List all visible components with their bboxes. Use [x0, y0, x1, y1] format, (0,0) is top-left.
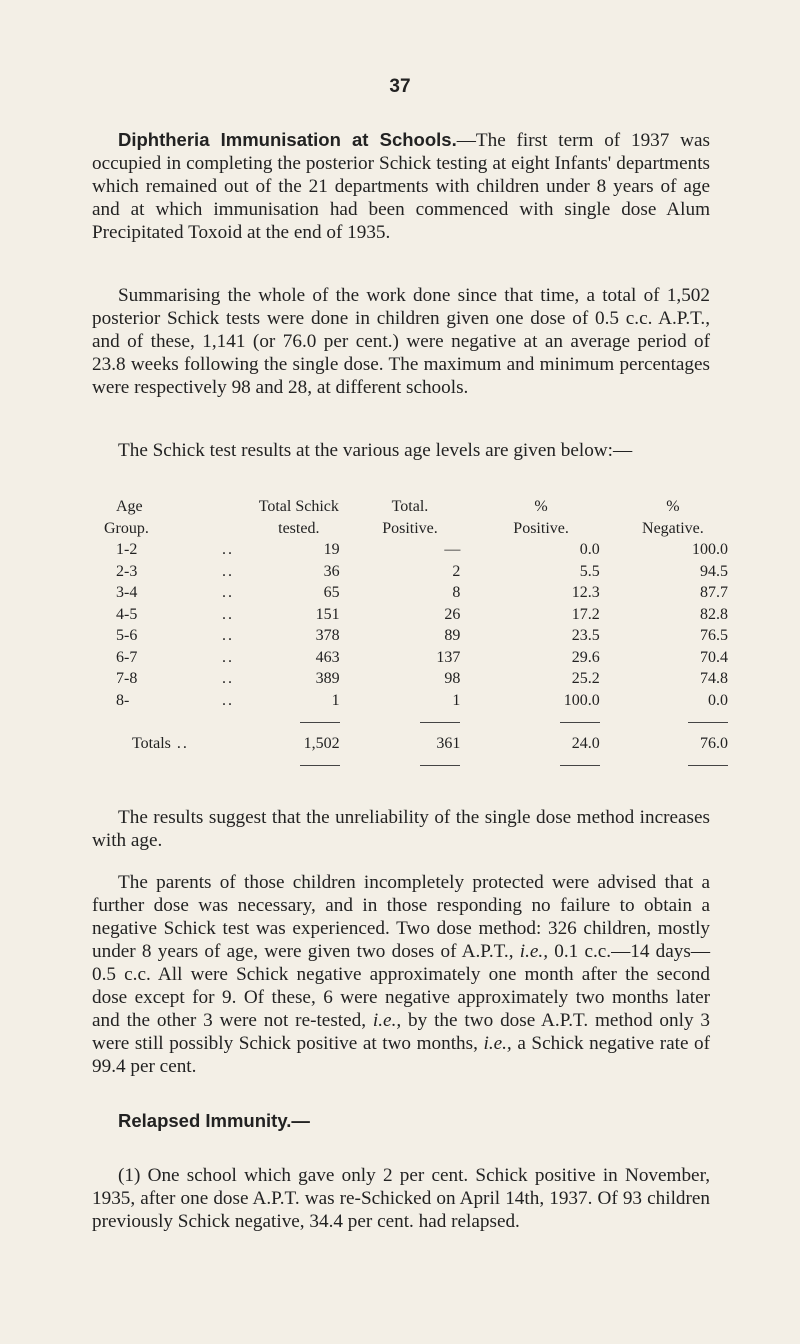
leader-dots: ..: [222, 541, 234, 558]
age-cell: [92, 604, 238, 626]
age-label: 3-4: [116, 584, 138, 601]
tested-cell: 1: [331, 691, 340, 709]
positive-cell: —: [444, 541, 461, 558]
parents-ie-1: i.e.,: [519, 941, 548, 962]
table-header-row-1: [92, 496, 732, 518]
age-cell: [92, 561, 238, 583]
age-label: 5-6: [116, 627, 138, 644]
age-cell: [92, 647, 238, 669]
positive-cell: 137: [436, 648, 461, 666]
table-row: [92, 604, 732, 626]
age-cell: [92, 582, 238, 604]
tested-cell: 19: [323, 541, 340, 558]
age-cell: [92, 668, 238, 690]
age-label: 1-2: [116, 541, 138, 558]
header-age-2: Group.: [104, 519, 149, 537]
positive-cell: 98: [444, 670, 461, 687]
table-row: [92, 690, 732, 712]
pct-negative-cell: 70.4: [700, 648, 728, 666]
rule-line: [560, 765, 600, 766]
intro-text: —The first term of 1937 was occupied in completing the posterior Schick testing at eight Infants' departments which remained out of the 21 departments with children under 8 years of age and at which immunisation had been commenced with single dose Alum Precipitated Toxoid at the end of 1935.: [92, 130, 710, 243]
pct-negative-cell: 74.8: [700, 670, 728, 687]
schick-results-table: [92, 496, 732, 776]
leader-dots: ..: [222, 670, 234, 687]
header-pct-negative: %: [666, 498, 680, 515]
parents-text-4: a Schick negative rate of 99.4 per cent.: [92, 1033, 711, 1077]
tested-cell: 378: [315, 627, 340, 644]
pct-positive-cell: 5.5: [579, 562, 600, 580]
tested-cell: 463: [315, 648, 340, 666]
leader-dots: ..: [222, 562, 234, 580]
header-pct-negative-2: Negative.: [642, 519, 704, 537]
table-intro: The Schick test results at the various age levels are given below:—: [118, 440, 633, 461]
leader-dots: ..: [222, 584, 234, 601]
parents-ie-3: i.e.,: [483, 1033, 512, 1054]
header-tested: Total Schick: [258, 498, 339, 515]
totals-label-cell: [92, 733, 238, 755]
leader-dots: ..: [222, 627, 234, 644]
pct-negative-cell: 94.5: [700, 562, 728, 580]
positive-cell: 26: [444, 605, 461, 623]
age-label: 4-5: [116, 605, 138, 623]
leader-dots: ..: [222, 648, 234, 666]
rule-row-top: [92, 711, 732, 733]
table-row: [92, 647, 732, 669]
age-cell: [92, 690, 238, 712]
pct-negative-cell: 0.0: [708, 691, 728, 709]
table-header-row-2: [92, 518, 732, 540]
relapsed-heading-text: Relapsed Immunity.—: [118, 1110, 310, 1131]
table-row: [92, 582, 732, 604]
age-label: 2-3: [116, 562, 138, 580]
header-pct-positive-2: Positive.: [513, 519, 569, 537]
tested-cell: 389: [315, 670, 340, 687]
summary-paragraph: Summarising the whole of the work done since that time, a total of 1,502 posterior Schick tests were done in children given one dose of 0.5 c.c. A.P.T., and of these, 1,141 (or 76.0 per cent.) were negative at an average period of 23.8 weeks following the single dose. The maximum and minimum percentages were respectively 98 and 28, at different schools.: [92, 285, 710, 398]
tested-cell: 151: [315, 605, 340, 623]
parents-text-3: by the two dose A.P.T. method only 3 were still possibly Schick positive at two months,: [92, 1010, 711, 1054]
totals-pct-positive: 24.0: [571, 734, 600, 752]
table-row: [92, 561, 732, 583]
age-cell: [92, 539, 238, 561]
rule-line: [300, 722, 340, 723]
pct-positive-cell: 29.6: [571, 648, 600, 666]
age-label: 8-: [116, 691, 130, 709]
header-tested-2: tested.: [278, 519, 320, 537]
rule-line: [560, 722, 600, 723]
rule-line: [300, 765, 340, 766]
results-paragraph: The results suggest that the unreliability of the single dose method increases with age.: [92, 807, 710, 851]
totals-tested: 1,502: [303, 734, 340, 752]
rule-line: [420, 765, 460, 766]
pct-negative-cell: 100.0: [692, 541, 728, 558]
positive-cell: 89: [444, 627, 461, 644]
positive-cell: 8: [452, 584, 461, 601]
pct-positive-cell: 17.2: [571, 605, 600, 623]
tested-cell: 65: [323, 584, 340, 601]
relapsed-item-1: (1) One school which gave only 2 per cent. Schick positive in November, 1935, after one dose A.P.T. was re-Schicked on April 14th, 1937. Of 93 children previously Schick negative, 34.4 per cent. had relapsed.: [92, 1165, 710, 1232]
age-cell: [92, 625, 238, 647]
leader-dots: ..: [176, 734, 189, 752]
table-row: [92, 668, 732, 690]
pct-negative-cell: 87.7: [700, 584, 728, 601]
parents-text-2: 0.1 c.c.—14 days—0.5 c.c. All were Schick negative approximately one month after the second dose except for 9. Of these, 6 were negative approximately two months later and the other 3 were not re-tested,: [92, 941, 711, 1031]
intro-heading: Diphtheria Immunisation at Schools.: [118, 129, 457, 150]
relapsed-heading: [118, 1109, 736, 1133]
positive-cell: 1: [452, 691, 461, 709]
pct-positive-cell: 25.2: [571, 670, 600, 687]
header-positive: Total.: [391, 498, 429, 515]
parents-ie-2: i.e.,: [372, 1010, 402, 1031]
pct-positive-cell: 100.0: [563, 691, 600, 709]
positive-cell: 2: [452, 562, 461, 580]
parents-paragraph: [92, 871, 710, 1078]
header-pct-positive: %: [534, 498, 548, 515]
header-age: Age: [116, 498, 143, 515]
leader-dots: ..: [222, 605, 234, 623]
leader-dots: ..: [222, 691, 234, 709]
intro-paragraph: [92, 128, 710, 244]
rule-line: [420, 722, 460, 723]
totals-row: [92, 733, 732, 755]
rule-line: [688, 765, 728, 766]
totals-pct-negative: 76.0: [700, 734, 728, 752]
pct-positive-cell: 12.3: [571, 584, 600, 601]
table-row: [92, 625, 732, 647]
tested-cell: 36: [323, 562, 340, 580]
pct-negative-cell: 76.5: [700, 627, 728, 644]
pct-negative-cell: 82.8: [700, 605, 728, 623]
page-number: 37: [389, 76, 411, 97]
table-row: [92, 539, 732, 561]
totals-label: Totals: [132, 734, 171, 752]
rule-line: [688, 722, 728, 723]
totals-positive: 361: [436, 734, 461, 752]
pct-positive-cell: 23.5: [571, 627, 600, 644]
parents-text-1: The parents of those children incompletely protected were advised that a further dose was necessary, and in those responding no failure to obtain a negative Schick test was experienced. Two dose method: 326 children, mostly under 8 years of age, were given two doses of A.P.T.,: [92, 872, 710, 962]
age-label: 7-8: [116, 670, 138, 687]
header-positive-2: Positive.: [382, 519, 438, 537]
rule-row-bottom: [92, 754, 732, 776]
age-label: 6-7: [116, 648, 138, 666]
pct-positive-cell: 0.0: [579, 541, 600, 558]
